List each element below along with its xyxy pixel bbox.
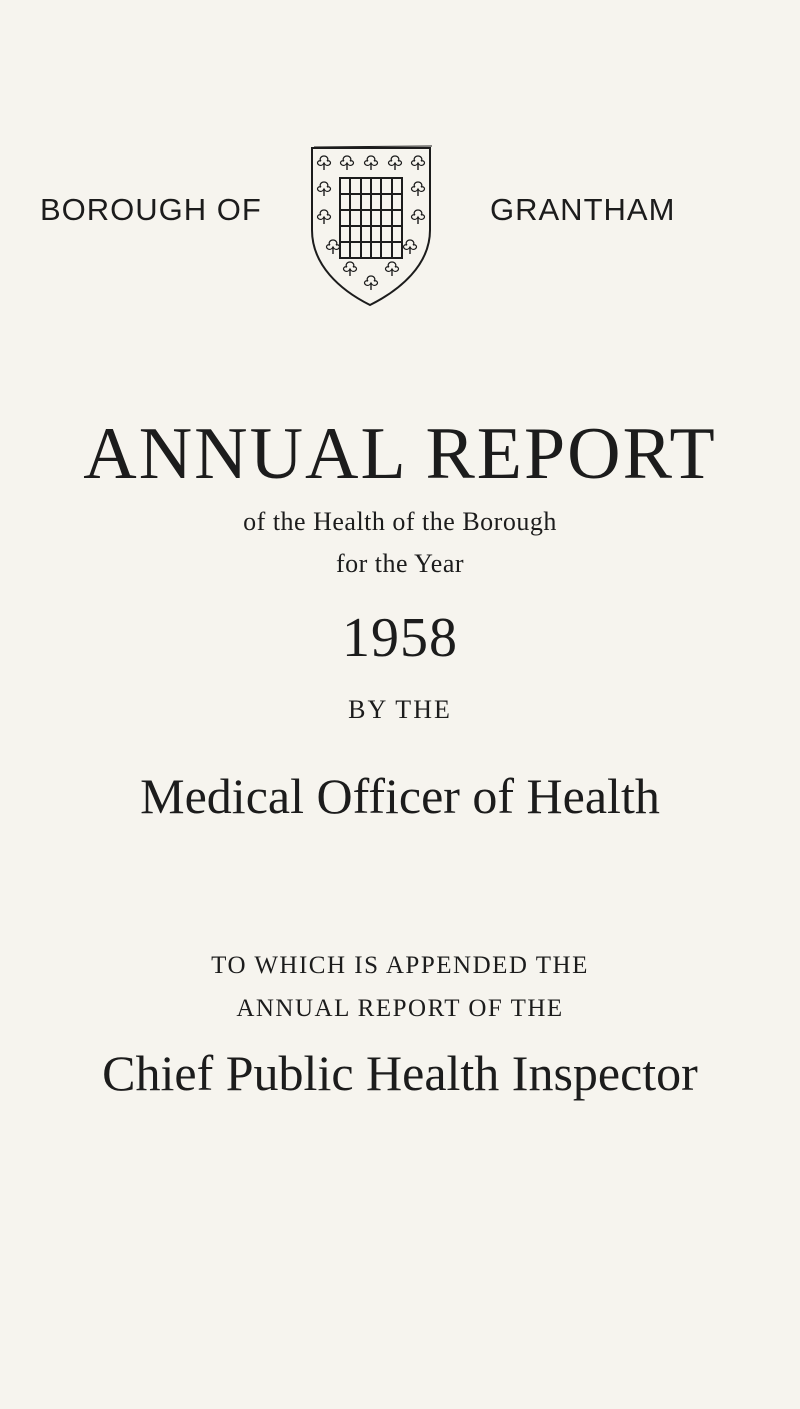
appended-line-2: ANNUAL REPORT OF THE — [236, 995, 564, 1022]
header-borough-of: BOROUGH OF — [40, 192, 262, 227]
author-medical-officer: Medical Officer of Health — [140, 768, 660, 824]
header-grantham: GRANTHAM — [490, 192, 676, 227]
appended-line-1: TO WHICH IS APPENDED THE — [211, 952, 589, 979]
subtitle-line-2: for the Year — [335, 549, 465, 578]
by-the-label: BY THE — [348, 695, 452, 724]
report-title: ANNUAL REPORT — [83, 413, 717, 495]
report-year: 1958 — [342, 607, 458, 669]
borough-crest-icon — [300, 140, 440, 310]
subtitle-line-1: of the Health of the Borough — [243, 507, 557, 536]
appended-author-inspector: Chief Public Health Inspector — [102, 1045, 698, 1101]
